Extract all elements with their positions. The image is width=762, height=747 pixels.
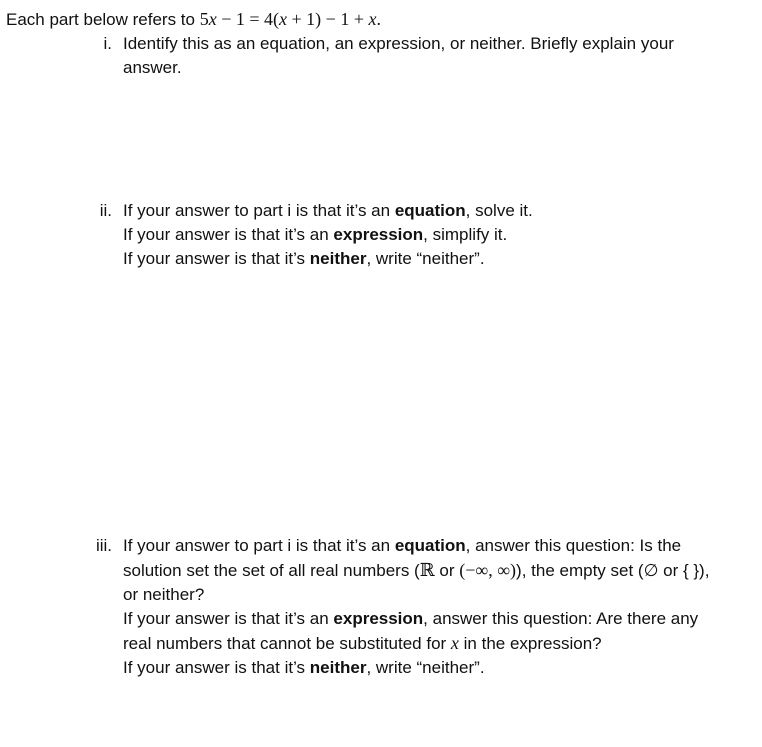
- intro-text: Each part below refers to: [6, 10, 195, 29]
- part3-numeral: iii.: [95, 536, 112, 555]
- part2-line-expression: If your answer is that it’s an expression, simplify it.: [123, 225, 508, 244]
- intro-line: [6, 7, 381, 32]
- intro-equation: 5x − 1 = 4(x + 1) − 1 + x.: [199, 9, 381, 29]
- variable-x: x: [450, 633, 459, 653]
- part2-line-neither: If your answer is that it’s neither, write “neither”.: [123, 249, 485, 268]
- part1-numeral: i.: [103, 34, 112, 53]
- reals-symbol: ℝ: [419, 560, 435, 580]
- part3-equation-paragraph: If your answer to part i is that it’s an equation, answer this question: Is the solution set the set of all real numbers (ℝ or (−∞, ∞)), the empty set (∅ or { }), or neither?: [123, 536, 710, 604]
- part2-question: [123, 199, 743, 271]
- part3-question: [123, 534, 723, 680]
- part2-line-equation: If your answer to part i is that it’s an equation, solve it.: [123, 201, 533, 220]
- part3-expression-paragraph: If your answer is that it’s an expression, answer this question: Are there any real numbers that cannot be substituted for x in the expression?: [123, 609, 699, 653]
- interval-notation: (−∞, ∞): [459, 560, 517, 580]
- part1-question: Identify this as an equation, an expression, or neither. Briefly explain your answer.: [123, 34, 674, 77]
- empty-set-symbol: ∅: [643, 561, 659, 580]
- part3-neither-line: If your answer is that it’s neither, write “neither”.: [123, 658, 485, 677]
- part2-numeral: ii.: [99, 201, 112, 220]
